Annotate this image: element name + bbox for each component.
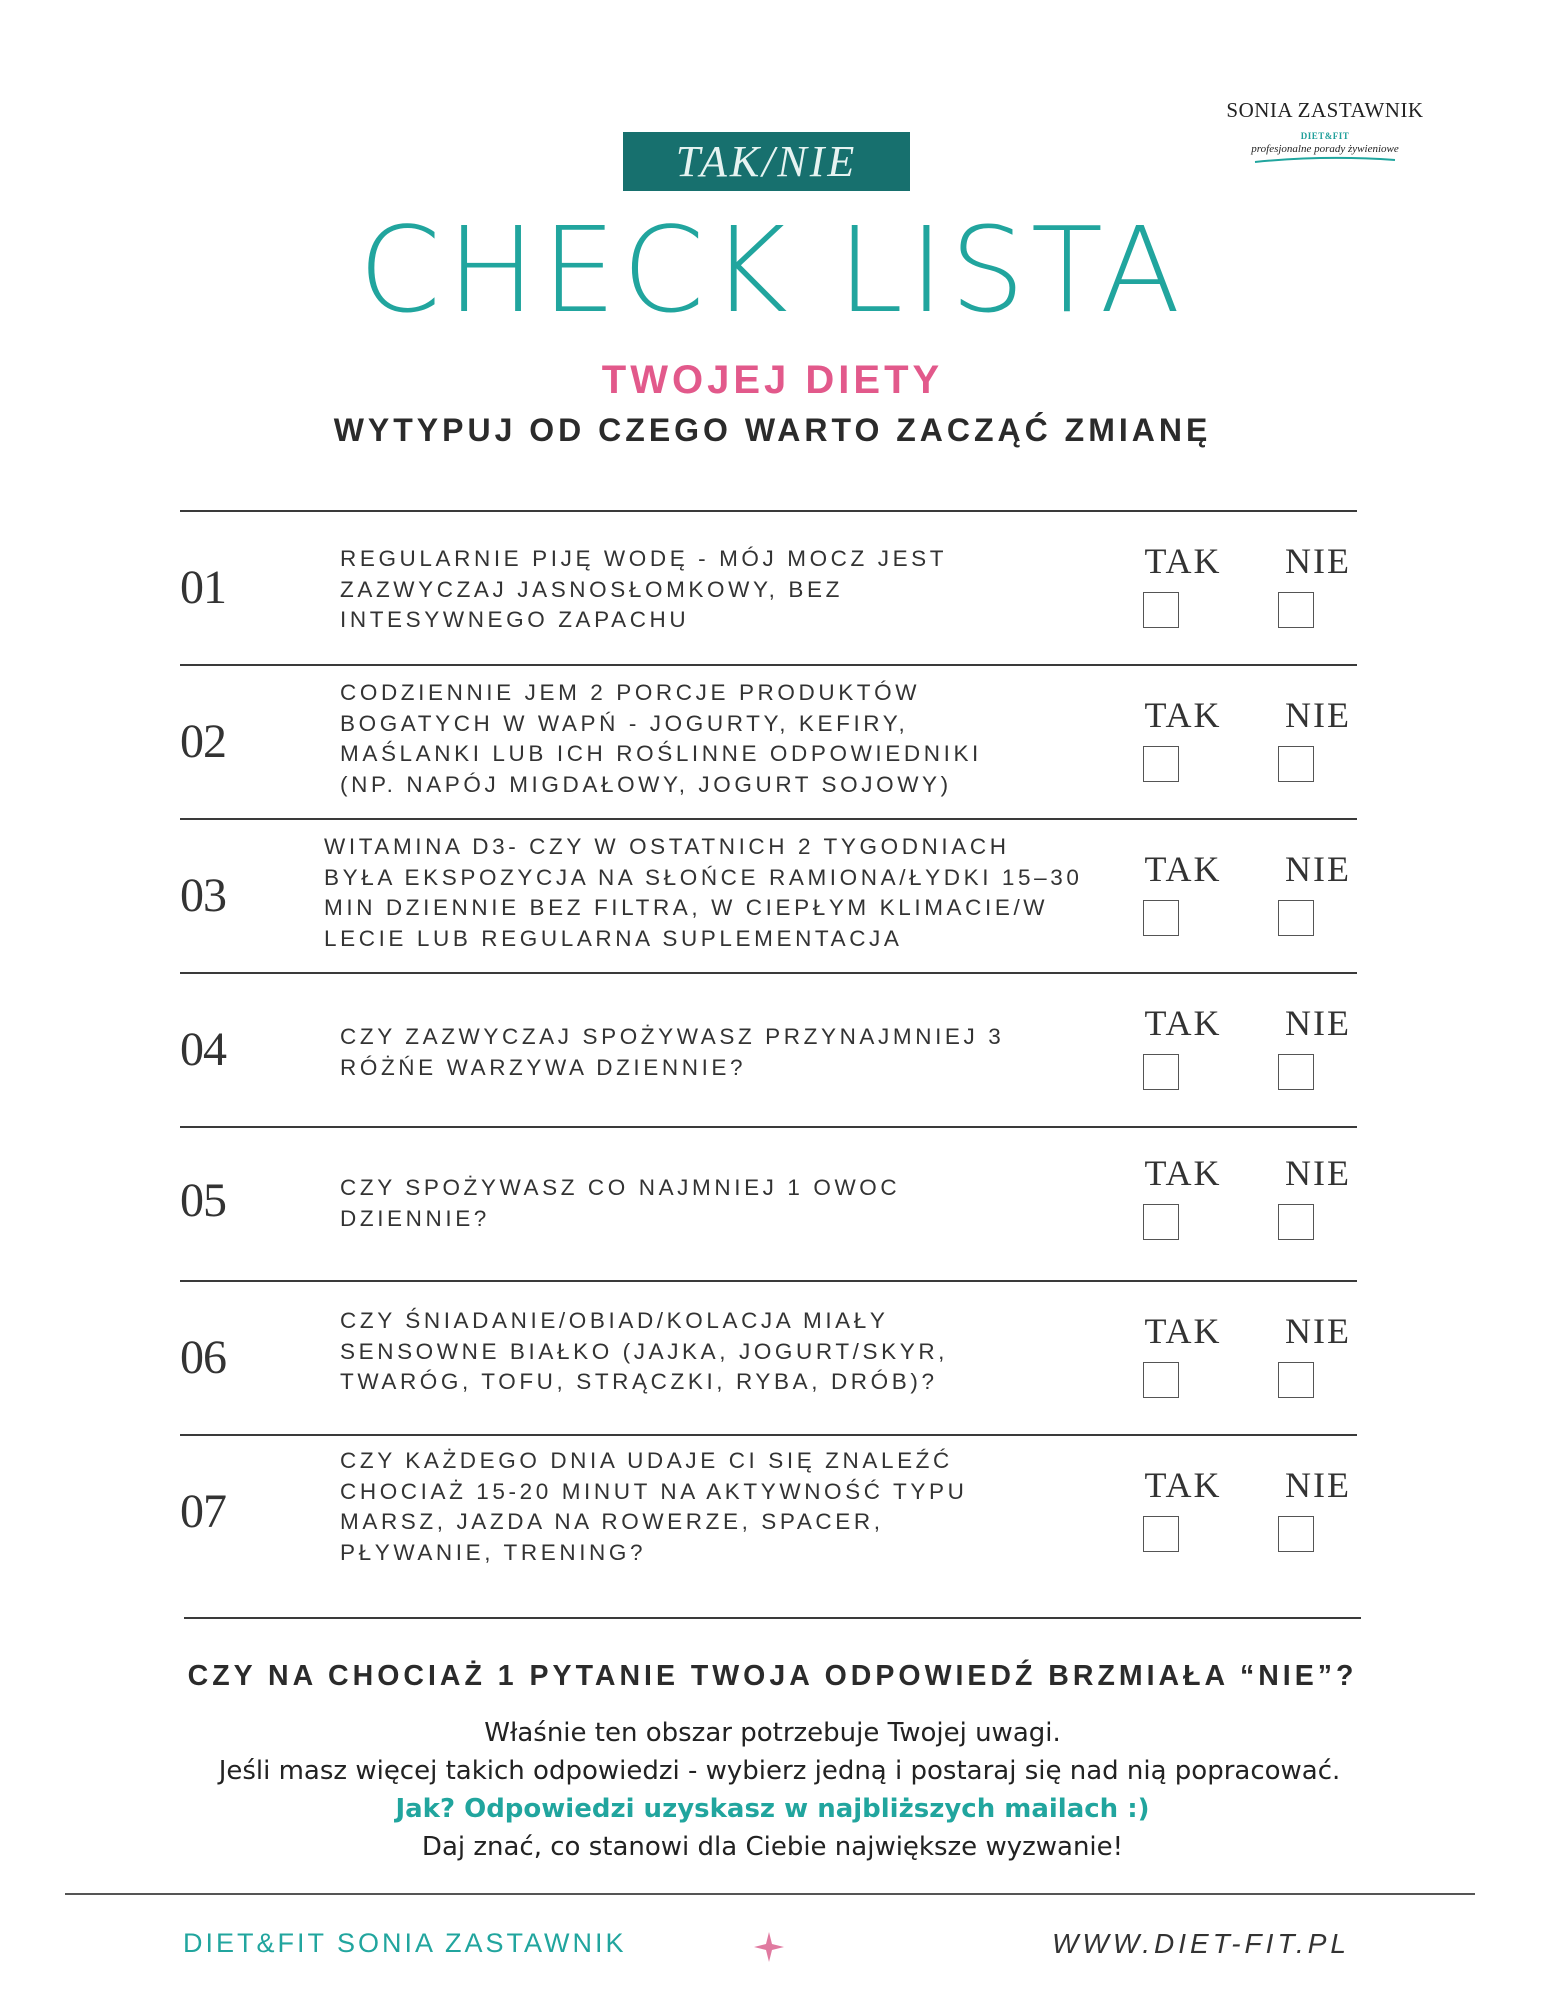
question-text — [340, 1446, 967, 1568]
question-line: BYŁA EKSPOZYCJA NA SŁOŃCE RAMIONA/ŁYDKI 15–30 — [324, 864, 1083, 890]
question-row-07 — [180, 1436, 1357, 1590]
yes-checkbox[interactable] — [1143, 746, 1179, 782]
sparkle-icon — [752, 1930, 786, 1964]
yes-label: TAK — [1144, 1311, 1222, 1351]
no-label: NIE — [1285, 1311, 1351, 1351]
yes-label: TAK — [1144, 541, 1222, 581]
question-row-05 — [180, 1128, 1357, 1282]
page-subtitle: TWOJEJ DIETY — [601, 358, 944, 402]
question-line: CZY ZAZWYCZAJ SPOŻYWASZ PRZYNAJMNIEJ 3 — [340, 1024, 1005, 1049]
question-row-06 — [180, 1282, 1357, 1436]
yes-checkbox[interactable] — [1143, 900, 1179, 936]
yes-checkbox[interactable] — [1143, 1204, 1179, 1240]
brand-tagline: profesjonalne porady żywieniowe — [1251, 143, 1399, 155]
question-line: LECIE LUB REGULARNA SUPLEMENTACJA — [324, 925, 903, 951]
footer-divider — [65, 1893, 1475, 1895]
summary-line-3: Jak? Odpowiedzi uzyskasz w najbliższych mailach :) — [395, 1794, 1150, 1824]
summary-question: CZY NA CHOCIAŻ 1 PYTANIE TWOJA ODPOWIEDŹ BRZMIAŁA “NIE”? — [187, 1660, 1358, 1692]
question-line: CODZIENNIE JEM 2 PORCJE PRODUKTÓW — [340, 680, 921, 705]
yes-label: TAK — [1144, 1003, 1222, 1043]
footer-website-link[interactable]: WWW.DIET-FIT.PL — [1052, 1928, 1350, 1959]
question-line: RÓŻŃE WARZYWA DZIENNIE? — [340, 1054, 747, 1080]
instruction-heading: WYTYPUJ OD CZEGO WARTO ZACZĄĆ ZMIANĘ — [333, 412, 1212, 448]
no-label: NIE — [1285, 1153, 1351, 1193]
divider — [184, 1617, 1361, 1619]
no-label: NIE — [1285, 541, 1351, 581]
yes-checkbox[interactable] — [1143, 1362, 1179, 1398]
question-number: 04 — [180, 1023, 226, 1076]
no-label: NIE — [1285, 849, 1351, 889]
question-line: CZY ŚNIADANIE/OBIAD/KOLACJA MIAŁY — [340, 1308, 889, 1333]
question-number: 01 — [180, 561, 226, 614]
question-row-03 — [180, 820, 1357, 974]
no-label: NIE — [1285, 1465, 1351, 1505]
question-line: REGULARNIE PIJĘ WODĘ - MÓJ MOCZ JEST — [340, 546, 948, 571]
yes-checkbox[interactable] — [1143, 1054, 1179, 1090]
summary-line-4: Daj znać, co stanowi dla Ciebie największe wyzwanie! — [421, 1832, 1124, 1862]
question-line: DZIENNIE? — [340, 1205, 490, 1231]
yes-label: TAK — [1144, 849, 1222, 889]
question-line: CZY SPOŻYWASZ CO NAJMNIEJ 1 OWOC — [340, 1175, 901, 1200]
question-row-02 — [180, 666, 1357, 820]
question-line: ZAZWYCZAJ JASNOSŁOMKOWY, BEZ — [340, 576, 843, 602]
no-checkbox[interactable] — [1278, 1054, 1314, 1090]
question-line: CZY KAŻDEGO DNIA UDAJE CI SIĘ ZNALEŹĆ — [340, 1448, 953, 1473]
question-number: 07 — [180, 1485, 226, 1538]
no-checkbox[interactable] — [1278, 1516, 1314, 1552]
no-label: NIE — [1285, 695, 1351, 735]
no-label: NIE — [1285, 1003, 1351, 1043]
question-number: 02 — [180, 715, 226, 768]
question-line: (NP. NAPÓJ MIGDAŁOWY, JOGURT SOJOWY) — [340, 771, 952, 797]
question-number: 06 — [180, 1331, 226, 1384]
no-checkbox[interactable] — [1278, 1204, 1314, 1240]
summary-line-1: Właśnie ten obszar potrzebuje Twojej uwagi. — [484, 1718, 1061, 1748]
yes-label: TAK — [1144, 1153, 1222, 1193]
question-number: 03 — [180, 869, 226, 922]
tak-nie-badge: TAK/NIE — [623, 132, 910, 191]
question-text — [340, 1022, 1004, 1083]
question-line: TWARÓG, TOFU, STRĄCZKI, RYBA, DRÓB)? — [340, 1369, 938, 1394]
brand-sub: DIET&FIT — [1300, 131, 1350, 141]
question-line: INTESYWNEGO ZAPACHU — [340, 607, 690, 632]
yes-checkbox[interactable] — [1143, 1516, 1179, 1552]
question-line: MAŚLANKI LUB ICH ROŚLINNE ODPOWIEDNIKI — [340, 741, 982, 766]
yes-checkbox[interactable] — [1143, 592, 1179, 628]
question-row-01 — [180, 512, 1357, 666]
footer-brand: DIET&FIT SONIA ZASTAWNIK — [183, 1928, 627, 1958]
question-text — [340, 1306, 948, 1398]
swoosh-icon — [1250, 155, 1400, 165]
yes-label: TAK — [1144, 695, 1222, 735]
question-row-04 — [180, 974, 1357, 1128]
question-line: WITAMINA D3- CZY W OSTATNICH 2 TYGODNIACH — [324, 834, 1010, 859]
no-checkbox[interactable] — [1278, 900, 1314, 936]
question-text — [324, 832, 1083, 954]
question-text — [340, 544, 947, 636]
brand-name: SONIA ZASTAWNIK — [1226, 98, 1424, 122]
question-text — [340, 1173, 900, 1234]
question-line: PŁYWANIE, TRENING? — [340, 1539, 647, 1565]
page-title: CHECK LISTA — [358, 201, 1187, 339]
no-checkbox[interactable] — [1278, 746, 1314, 782]
no-checkbox[interactable] — [1278, 1362, 1314, 1398]
question-line: BOGATYCH W WAPŃ - JOGURTY, KEFIRY, — [340, 710, 909, 736]
no-checkbox[interactable] — [1278, 592, 1314, 628]
yes-label: TAK — [1144, 1465, 1222, 1505]
question-line: MARSZ, JAZDA NA ROWERZE, SPACER, — [340, 1509, 884, 1534]
question-line: CHOCIAŻ 15-20 MINUT NA AKTYWNOŚĆ TYPU — [340, 1478, 968, 1504]
question-line: SENSOWNE BIAŁKO (JAJKA, JOGURT/SKYR, — [340, 1338, 949, 1364]
question-number: 05 — [180, 1174, 226, 1227]
summary-line-2: Jeśli masz więcej takich odpowiedzi - wybierz jedną i postaraj się nad nią popracować. — [218, 1756, 1341, 1786]
question-line: MIN DZIENNIE BEZ FILTRA, W CIEPŁYM KLIMACIE/W — [324, 895, 1049, 920]
brand-logo — [1195, 98, 1455, 165]
question-text — [340, 678, 982, 800]
